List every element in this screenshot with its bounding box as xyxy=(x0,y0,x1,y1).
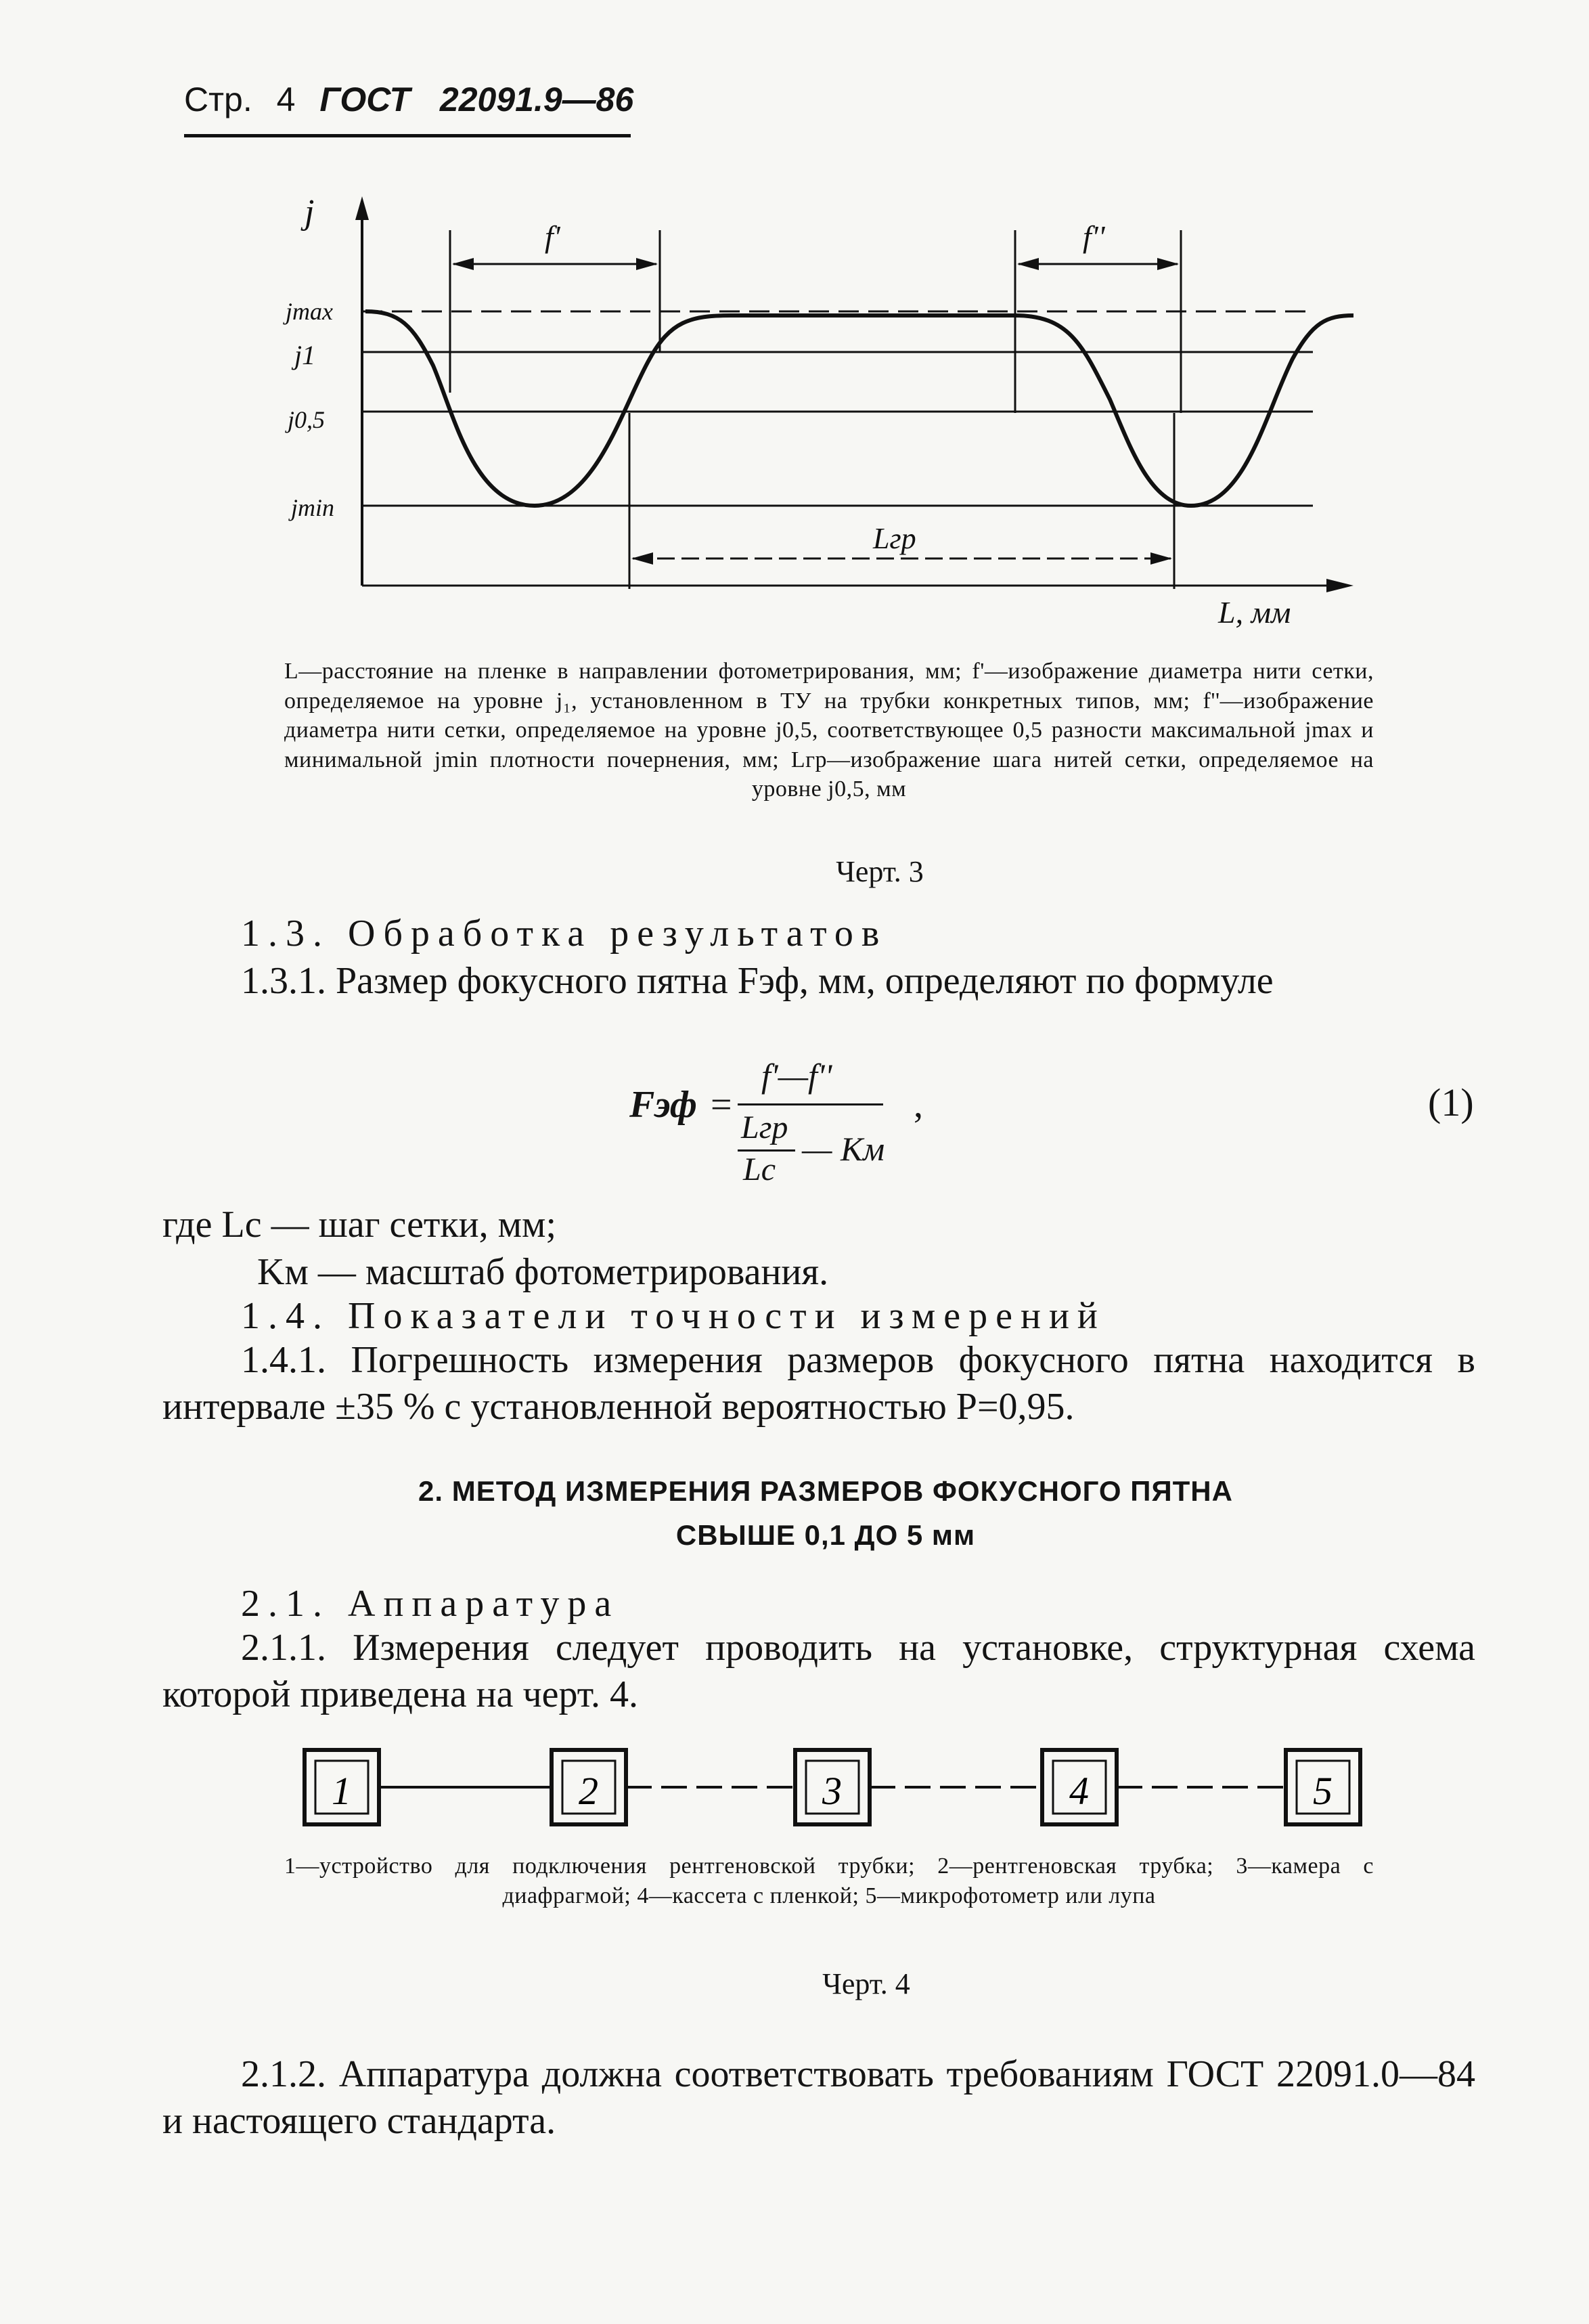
f1-label: f' xyxy=(545,219,560,254)
formula-lhs: Fэф xyxy=(629,1084,697,1126)
figure-3-graph xyxy=(271,190,1367,650)
j1-label: j1 xyxy=(294,340,316,370)
block-1-label: 1 xyxy=(332,1769,351,1813)
block-1 xyxy=(305,1750,379,1824)
section-2-heading-line-1: 2. МЕТОД ИЗМЕРЕНИЯ РАЗМЕРОВ ФОКУСНОГО ПЯТНА xyxy=(418,1475,1233,1507)
standard-number: 22091.9—86 xyxy=(439,81,634,118)
jmax-label: jmax xyxy=(286,298,333,325)
jmin-label: jmin xyxy=(291,494,335,521)
where-line-2: Kм — масштаб фотометрирования. xyxy=(257,1251,829,1293)
section-1-4-1-text: 1.4.1. Погрешность измерения размеров фокусного пятна находится в интервале ±35 % с установленной вероятностью P=0,95. xyxy=(162,1339,1475,1428)
y-axis-label: j xyxy=(305,193,315,232)
formula-equals: = xyxy=(711,1084,732,1126)
block-2 xyxy=(552,1750,626,1824)
standard-name: ГОСТ xyxy=(319,81,411,118)
figure-3-caption: L—расстояние на пленке в направлении фотометрирования, мм; f'—изображение диаметра нити сетки, определяемое на уровне j₁, установленном в ТУ на трубки конкретных типов, мм; f''—изображение диаметра нити сетки, определяемое на уровне j0,5, соответствующее 0,5 разности максимальной jmax и минимальной jmin плотности почернения, мм; Lгр—изображение шага нитей сетки, определяемое на уровне j0,5, мм xyxy=(284,659,1374,802)
formula-inner-top: Lгр xyxy=(741,1110,788,1145)
j05-label: j0,5 xyxy=(288,406,326,433)
f2-label: f'' xyxy=(1083,219,1105,254)
block-4-label: 4 xyxy=(1069,1769,1089,1813)
section-1-3-1-text: 1.3.1. Размер фокусного пятна Fэф, мм, определяют по формуле xyxy=(241,960,1274,1002)
y-axis-arrow xyxy=(355,196,369,220)
block-3 xyxy=(795,1750,870,1824)
section-2-1-heading: 2.1. Аппаратура xyxy=(241,1583,620,1625)
figure-4-title: Черт. 4 xyxy=(822,1967,910,2000)
lgr-label: Lгр xyxy=(873,522,916,555)
block-4 xyxy=(1042,1750,1117,1824)
x-axis-arrow xyxy=(1326,579,1353,592)
block-5-label: 5 xyxy=(1313,1769,1333,1813)
figure-4-caption: 1—устройство для подключения рентгеновской трубки; 2—рентгеновская трубка; 3—камера с диафрагмой; 4—кассета с пленкой; 5—микрофотометр или лупа xyxy=(284,1854,1374,1908)
page-label: Стр. xyxy=(184,81,252,118)
section-2-1-2-text: 2.1.2. Аппаратура должна соответствовать требованиям ГОСТ 22091.0—84 и настоящего стандарта. xyxy=(162,2053,1475,2143)
formula-main-bar xyxy=(738,1103,883,1105)
section-1-3-heading: 1.3. Обработка результатов xyxy=(241,913,888,955)
header-rule xyxy=(184,134,631,137)
formula-1 xyxy=(629,1056,941,1191)
x-axis-label: L, мм xyxy=(1218,595,1291,630)
formula-inner-bottom: Lс xyxy=(743,1152,776,1187)
page-header xyxy=(184,80,633,119)
block-5 xyxy=(1286,1750,1360,1824)
formula-minus-term: — Kм xyxy=(802,1130,885,1168)
formula-comma: , xyxy=(914,1084,923,1126)
density-curve xyxy=(365,311,1353,506)
page-number: 4 xyxy=(276,81,296,118)
block-3-label: 3 xyxy=(822,1769,842,1813)
section-2-heading-line-2: СВЫШЕ 0,1 ДО 5 мм xyxy=(675,1519,976,1552)
formula-number: (1) xyxy=(1428,1080,1474,1124)
figure-4-block-diagram xyxy=(291,1740,1387,1841)
section-2-heading xyxy=(203,1469,1448,1557)
figure-3-title: Черт. 3 xyxy=(836,855,924,888)
where-line-1: где Lс — шаг сетки, мм; xyxy=(162,1204,557,1246)
section-1-4-heading: 1.4. Показатели точности измерений xyxy=(241,1295,1106,1337)
block-2-label: 2 xyxy=(579,1769,598,1813)
section-2-1-1-text: 2.1.1. Измерения следует проводить на установке, структурная схема которой приведена на черт. 4. xyxy=(162,1627,1475,1716)
formula-numerator: f'—f'' xyxy=(761,1057,832,1095)
